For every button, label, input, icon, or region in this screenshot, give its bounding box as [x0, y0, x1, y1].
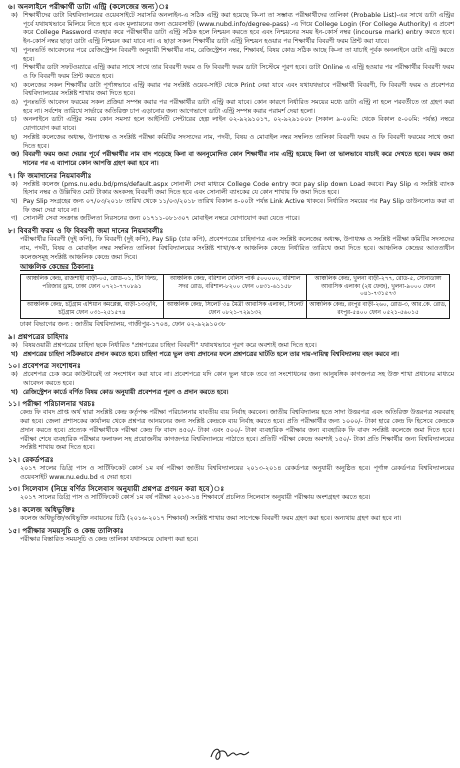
list-item: [8, 151, 454, 168]
item-text: পুনঃভর্তি আবেদনের পরে রেজিস্ট্রেশন বিবরণী অনুযায়ী শিক্ষার্থীর নাম, রেজিস্ট্রেশন নম্বর, শিক্ষাবর্ষ, বিষয় কোড সঠিক আছে কি-না তা যাচাই পূর্বক অনলাইনে ডাটা এন্ট্রি করতে হবে।: [23, 46, 454, 63]
item-marker: গ): [11, 64, 18, 72]
item-text: Pay Slip সংগ্রহের জন্য ০৭/০৩/২০১৮ তারিখ থেকে ১১/০৩/২০১৮ তারিখ বিকাল ৪-০০টা পর্যন্ত Link Active থাকবে। নির্ধারিত সময়ের পর Pay Slip ডাউনলোড করা বা ফি জমা দেয়া যাবে না।: [23, 198, 454, 214]
list-item: [8, 371, 454, 388]
item-text: শিক্ষার্থীর ডাটা সফটওয়্যারে এন্ট্রি করার সাথে সাথে তার বিবরণী ফরম ও ফি বিবরণী ফরম ডাটা সিস্টেমে পূরণ হবে। ডাটা Online এ এন্ট্রি হওয়ার পর পরীক্ষার্থীর বিবরণী ফরম ও ফি বিবরণী ফরম প্রিন্ট করতে হবে।: [23, 64, 454, 80]
item-text: সোনালী সেবা সংক্রান্ত জটিলতা নিরসনের জন্য ০১৭১১-০৮১৩০৭ মোবাইল নম্বরে যোগাযোগ করা যেতে পারে।: [23, 215, 300, 223]
item-marker: গ): [11, 215, 18, 223]
table-cell: আঞ্চলিক কেন্দ্র, সিলেট ৩৪ মৈত্রী আবাসিক এলাকা, সিলেট ফোন ০৮২১-৭২৯১৩২: [164, 301, 307, 319]
list-item: [8, 116, 454, 133]
item-text: রেজিস্ট্রেশন কার্ডে বর্ণিত বিষয় কোড অনুযায়ী প্রবেশপত্র পূরণ ও প্রদান করতে হবে।: [23, 388, 229, 396]
table-cell: আঞ্চলিক কেন্দ্র, বরিশাল বেলিস পার্ক ৫০০০০০, বরিশাল সদর রোড, বরিশাল-৮২০০ ফোন ০৪৩১-৬১১৫৮: [164, 275, 307, 301]
item-text: প্রবেশপত্র চেক করে কাউন্টারেই তা সংশোধন করা যাবে না। প্রবেশপত্রে যদি কোন ভুল থাকে তবে তা সংশোধনের জন্য আনুষঙ্গিক কাগজপত্র সহ উক্ত শাখা প্রধানের মাধ্যমে আবেদন করতে হবে।: [23, 371, 454, 388]
list-item: [8, 12, 454, 47]
list-item: [8, 99, 454, 116]
list-item: [8, 342, 454, 351]
section-heading: ৬। অনলাইনে পরীক্ষার্থী ডাটা এন্ট্রি (কলেজের জন্য)ঃ: [8, 2, 169, 11]
item-marker: ঙ): [11, 99, 19, 107]
item-text: কলেজের সকল শিক্ষার্থীর ডাটা পূর্ণাঙ্গভাবে এন্ট্রি করার পর সংশ্লিষ্ট ওয়েব-সাইট থেকে Print নেয়া যাবে এবং যথাযথভাবে পরীক্ষার্থী বিবরণী, ফি বিবরণী ফরম ও প্রবেশপত্র বিশ্ববিদ্যালয়ের সংশ্লিষ্ট শাখায় জমা দিতে হবে।: [23, 81, 454, 98]
section-heading: ১৩। সিলেবাস (নিম্নে বর্ণিত সিলেবাস অনুযায়ী প্রশ্নপত্র প্রণয়ন করা হবে)ঃ: [8, 484, 225, 494]
item-marker: ক): [11, 341, 18, 349]
paragraph: পরীক্ষার্থীর বিবরণী (দুই কপি), ফি বিবরণী (দুই কপি), Pay Slip (চার কপি), প্রবেশপত্রের চাহিদাপত্র এবং সংশ্লিষ্ট কলেজের অধ্যক্ষ, উপাধ্যক্ষ ও সংশ্লিষ্ট পরীক্ষা কমিটির সদস্যদের নাম, পদবী, বিষয় ও মোবাইল নম্বর সম্বলিত তালিকা বিশ্ববিদ্যালয়ের সংশ্লিষ্ট শাখা/স্ব-স্ব আঞ্চলিক কেন্দ্রে নির্ধারিত তারিখে জমা দিতে হবে। আঞ্চলিক কেন্দ্রের আওতাধীন কলেজসমূহ সংশ্লিষ্ট আঞ্চলিক কেন্দ্রে জমা দিবে।: [20, 236, 454, 261]
paragraph: পরীক্ষার বিস্তারিত সময়সূচি ও কেন্দ্র তালিকা যথাসময়ে ঘোষণা করা হবে।: [20, 535, 199, 543]
section-question-demand: [8, 332, 454, 359]
section-affiliation: [8, 505, 454, 524]
item-text: শিক্ষার্থীদের ডাটা বিশ্ববিদ্যালয়ের ওয়েবসাইটে সরাসরি অনলাইন-এ সঠিক এন্ট্রি করা হয়েছে কি-না তা সম্ভাব্য পরীক্ষার্থীদের তালিকা (Probable List)-এর সাথে ডাটা এন্ট্রির পূর্বে যথাযথভাবে মিলিয়ে নিতে হবে এবং মূল্যায়নের জন্য ওয়েবসাইট (www.nubd.info/degree-pass) -এ গিয়ে College Login (For College Authority) এ প্রবেশ করে College Password ব্যবহার করে পরীক্ষার্থীর ডাটা এন্ট্রি সঠিক হলে নিশ্চয়ন করতে হবে এবং নিশ্চয়নের সময় ইন-কোর্স নম্বর (incourse mark) entry করতে হবে। ইন-কোর্স নম্বর ছাড়া ডাটা এন্ট্রি নিশ্চয়ন করা যাবে না। এ ছাড়া সকল শিক্ষার্থীর ডাটা এন্ট্রি নিশ্চয়ন হওয়ার পর শিক্ষার্থীর বিবরণী ফরম প্রিন্ট করা যাবে।: [23, 12, 454, 46]
section-fee-rules: [8, 171, 454, 225]
section-heading: ৯। প্রশ্নপত্রের চাহিদাঃ: [8, 331, 69, 341]
table-row: [21, 275, 450, 301]
table-cell: আঞ্চলিক কেন্দ্র, চট্টগ্রাম এশিয়ান কমপ্লেক্স, বাড়ী-১৩৩/বি, চট্টগ্রাম ফোন ০৩১-২৫১৫৭৪: [21, 301, 164, 319]
paragraph: কেন্দ্র ফি বাবদ প্রাপ্ত অর্থ দ্বারা সংশ্লিষ্ট কেন্দ্র কর্তৃপক্ষ পরীক্ষা পরিচালনার যাবতীয় ব্যয় নির্বাহ করবেন। জাতীয় বিশ্ববিদ্যালয় হতে সাদা উত্তরপত্র এবং অতিরিক্ত উত্তরপত্র সরবরাহ করা হবে। জেলা প্রশাসকের কার্যালয় থেকে প্রশ্নপত্র আনয়নের জন্য সংশ্লিষ্ট কেন্দ্রকে ব্যয় নির্বাহ করতে হবে। প্রতি পরীক্ষার্থীর জন্য ১০০০/- টাকা হারে কেন্দ্র ফি হিসেবে কেন্দ্রকে প্রদান করতে হবে। প্রত্যেক পরীক্ষার্থীকে পরীক্ষা কেন্দ্র ফি বাবদ ৪৫০/- টাকা এবং ৫০০/- টাকা ব্যবহারিক পরীক্ষার জন্য ব্যবহারিক ফি বাবদ সংশ্লিষ্ট কলেজে জমা দিতে হবে। পরীক্ষা শেষে ব্যবহারিক পরীক্ষার ফলাফল সহ প্রয়োজনীয় কাগজপত্র বিশ্ববিদ্যালয়ে পাঠাতে হবে। প্রতিটি পরীক্ষা কেন্দ্রে অবশ্যই ১৫০/- টাকা প্রতি শিক্ষার্থীর জন্য বিশ্ববিদ্যালয়ের সংশ্লিষ্ট শাখায় জমা দিতে হবে।: [20, 409, 454, 452]
list-item: [8, 389, 454, 398]
section-heading: ৮। বিবরণী ফরম ও ফি বিবরণী জমা দানের নিয়মাবলীঃ: [8, 226, 164, 236]
section-admit-correction: [8, 361, 454, 397]
section-heading: ১৫। পরীক্ষার সময়সূচি ও কেন্দ্র তালিকাঃ: [8, 525, 124, 535]
list-item: [8, 215, 454, 224]
section-data-entry: [8, 2, 454, 169]
item-marker: জ): [11, 151, 20, 159]
item-text: সংশ্লিষ্ট কলেজের অধ্যক্ষ, উপাধ্যক্ষ ও সংশ্লিষ্ট পরীক্ষা কমিটির সদস্যদের নাম, পদবী, বিষয় ও মোবাইল নম্বর সম্বলিত তালিকা বিবরণী ফরম ও ফি বিবরণী ফরমের সাথে জমা দিতে হবে।: [23, 133, 454, 150]
item-marker: খ): [11, 350, 19, 358]
dhaka-address: ঢাকা বিভাগের জন্য : জাতীয় বিশ্ববিদ্যালয়, গাজীপুর-১৭০৪, ফোন ০২-৯২৯১০৩৮: [20, 321, 226, 329]
item-marker: চ): [11, 116, 17, 124]
section-heading: ১২। রেকর্ডপত্রঃ: [8, 454, 54, 464]
section-heading: ১০। প্রবেশপত্র সংশোধনঃ: [8, 361, 81, 371]
table-cell: আঞ্চলিক কেন্দ্র, রংপুর বাড়ী-২৬০, রোড-৩, আর.কে. রোড, রংপুর-৫৪০০ ফোন ০৫২১-৫৬০১৫: [307, 301, 450, 319]
section-records: [8, 455, 454, 482]
section-syllabus: [8, 484, 454, 503]
item-marker: ক): [11, 12, 18, 19]
table-cell: আঞ্চলিক কেন্দ্র, রাজশাহী বাড়ী-০৫, রোড-০১, টিন ফিল্ড, পরিজার ড্রাম, ঢাকা ফোন ০৭২১-৭৭০৮৯১: [21, 275, 164, 301]
section-heading: ১৪। কলেজ অধিভুক্তিঃ: [8, 505, 76, 515]
item-text: সংশ্লিষ্ট কলেজ (pms.nu.edu.bd/pms/default.aspx সোনালী সেবা মাধ্যমে College Code entry করে pay slip down Load করবে। Pay Slip এ সংশ্লিষ্ট ব্যাংক হিসাব নম্বর ও উল্লিখিত মোট টাকার অংকসহ বিবরণী জমা দিতে হবে এবং সোনালী ব্যাংকের যে কোন শাখায় ফি জমা দিতে হবে।: [23, 180, 454, 197]
list-item: [8, 351, 454, 360]
list-item: [8, 198, 454, 215]
list-item: [8, 134, 454, 151]
item-text: প্রশ্নপত্রের চাহিদা সঠিকভাবে প্রদান করতে হবে। চাহিদা পত্রে ভুল তথ্য প্রদানের ফলে প্রশ্নপত্রের ঘাটতি হলে তার দায়-দায়িত্ব বিশ্ববিদ্যালয় বহন করবে না।: [23, 350, 400, 358]
signature-icon: [208, 744, 252, 764]
item-text: বিবরণী ফরম জমা দেয়ার পূর্বে পরীক্ষার্থীর নাম বাদ পড়েছে কিনা বা অননুমোদিত কোন শিক্ষার্থীর নাম এন্ট্রি হয়েছে কিনা তা ভালভাবে যাচাই করে দেখতে হবে। ফরম জমা দানের পর এ ব্যাপারে কোন আপত্তি গ্রহণ করা হবে না।: [23, 151, 454, 167]
item-marker: খ): [11, 198, 18, 206]
list-item: [8, 64, 454, 81]
item-text: বিষয়ওয়ারী প্রশ্নপত্রের চাহিদা ছকে নির্ধারিত "প্রশ্নপত্রের চাহিদা বিবরণী" যথাযথভাবে পূরণ করে অবশ্যই জমা দিতে হবে।: [23, 341, 317, 349]
item-text: অনলাইনে ডাটা এন্ট্রির সময় কোন সমস্যা হলে আইসিটি সেন্টারের হেল্প লাইন ০২-৯২৯১০১৭, ০২-৯২৯১০০৮ (সকাল ৯-০০মি: থেকে বিকাল ৫-০০মি: পর্যন্ত) নম্বরে যোগাযোগ করা যাবে।: [23, 116, 454, 133]
list-item: [8, 82, 454, 99]
item-marker: ক): [11, 180, 18, 188]
table-cell: আঞ্চলিক কেন্দ্র, খুলনা বাড়ী-২৭৭, রোড-৫, সোনাডাঙ্গা আবাসিক এলাকা (২য় ফেজ), খুলনা-৯০০০ ফোন ০৪১-৭৩১৫৭৩: [307, 275, 450, 301]
item-marker: ছ): [11, 133, 18, 141]
paragraph: ২০১৭ সালের ডিগ্রি পাস ও সার্টিফিকেট কোর্স ১ম বর্ষ পরীক্ষা ২০১৩-১৪ শিক্ষাবর্ষে প্রচলিত সিলেবাস অনুযায়ী পরীক্ষায় অংশগ্রহণ করতে হবে।: [20, 494, 371, 502]
item-marker: খ): [11, 46, 18, 54]
section-heading: ৭। ফি জমাদানের নিয়মাবলীঃ: [8, 170, 92, 180]
section-exam-cost: [8, 399, 454, 453]
item-marker: ক): [11, 371, 18, 379]
item-marker: খ): [11, 388, 19, 396]
item-marker: ঘ): [11, 81, 18, 89]
table-row: [21, 301, 450, 319]
paragraph: কলেজ অধিভুক্তি/অধিভুক্তি নবায়নের চিঠি (২০১৬-২০১৭ শিক্ষাবর্ষ) সংশ্লিষ্ট শাখায় জমা সাপেক্ষে বিবরণী ফরম গ্রহণ করা হবে। অন্যথায় গ্রহণ করা হবে না।: [20, 515, 402, 523]
item-text: পুনঃভর্তি আবেদন ফরমের সকল প্রক্রিয়া সম্পন্ন করার পর পরীক্ষার্থীর ডাটা এন্ট্রি করা যাবে। কোন কারণে নির্ধারিত সময়ের মধ্যে ডাটা এন্ট্রি না হলে পরবর্তীতে তা গ্রহণ করা হবে না। সর্বশেষ তারিখে সার্ভারে অতিরিক্ত চাপ এড়ানোর জন্য আগেভাগে ডাটা এন্ট্রি সম্পন্ন করার পরামর্শ দেয়া হলো।: [23, 99, 454, 115]
section-form-submission: [8, 226, 454, 330]
section-heading: ১১। পরীক্ষা পরিচালনার খরচঃ: [8, 399, 96, 409]
paragraph: ২০১৭ সালের ডিগ্রি পাস ও সার্টিফিকেট কোর্স ১ম বর্ষ পরীক্ষা জাতীয় বিশ্ববিদ্যালয়ের ২০১৩-২০১৪ রেকর্ডপত্র অনুযায়ী অনুষ্ঠিত হবে। পূর্ণাঙ্গ রেকর্ডপত্র বিশ্ববিদ্যালয়ের ওয়েবসাইট www.nu.edu.bd এ দেয়া হবে।: [20, 464, 454, 481]
section-schedule: [8, 526, 454, 545]
list-item: [8, 181, 454, 198]
regional-centers-heading: আঞ্চলিক কেন্দ্রের ঠিকানাঃ: [20, 263, 94, 272]
regional-centers-table: [20, 274, 450, 319]
list-item: [8, 47, 454, 64]
